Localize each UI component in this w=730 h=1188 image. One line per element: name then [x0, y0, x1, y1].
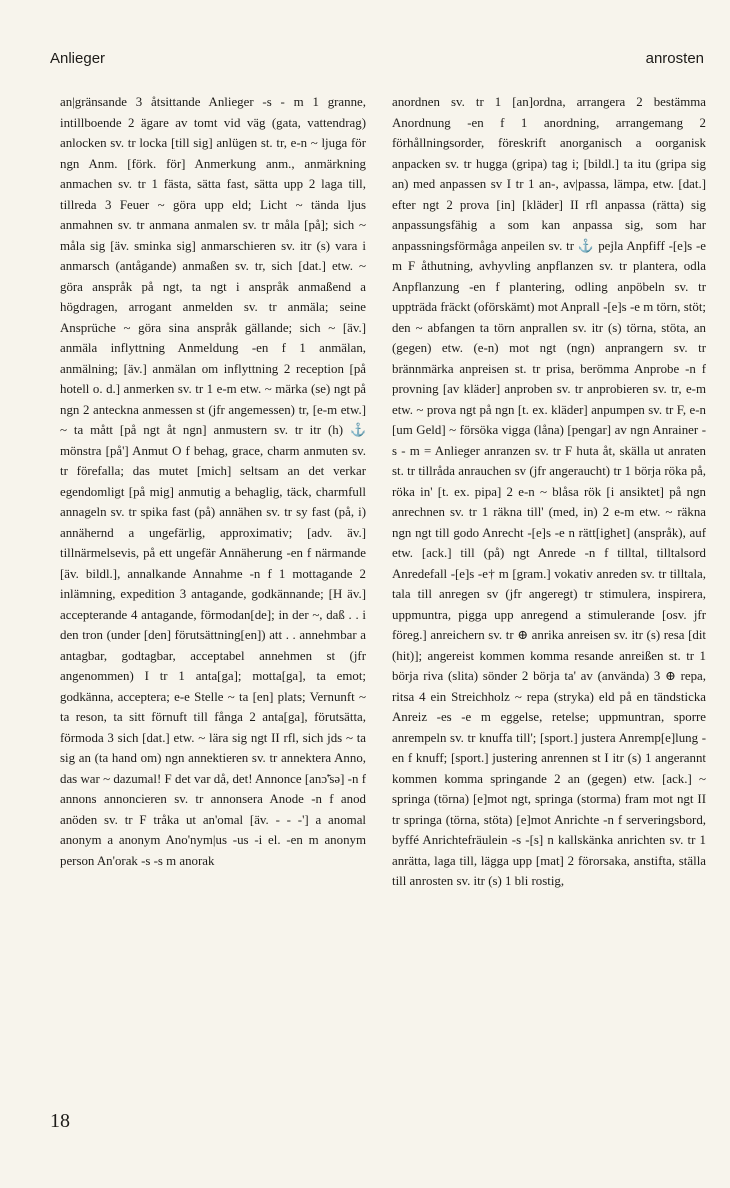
- column-left: [60, 92, 366, 1092]
- column-left-text: an|gränsande 3 åtsittande Anlieger -s - m 1 granne, intillboende 2 ägare av tomt vid väg (gata, vattendrag) anlocken sv. tr locka [till sig] anlügen st. tr, e-n ~ ljuga för ngn Anm. [förk. för] Anmerkung anm., anmärkning anmachen sv. tr 1 fästa, sätta fast, sätta upp 2 laga till, tillreda 3 Feuer ~ göra upp eld; Licht ~ tända ljus anmahnen sv. tr anmana anmalen sv. tr måla [på]; sich ~ måla sig [äv. sminka sig] anmarschieren sv. itr (s) vara i anmarsch (antågande) anmaßen sv. tr, sich [dat.] etw. ~ göra anspråk på ngt, ta ngt i anspråk anmaßend a högdragen, arrogant anmelden sv. tr anmäla; seine Ansprüche ~ göra sina anspråk gällande; sich ~ [äv.] anmäla inflyttning Anmeldung -en f 1 anmälan, anmälning; [äv.] anmälan om inflyttning 2 reception [på hotell o. d.] anmerken sv. tr 1 e-m etw. ~ märka (se) ngt på ngn 2 anteckna anmessen st (jfr angemessen) tr, [e-m etw.] ~ ta mått [på ngt åt ngn] anmustern sv. tr itr (h) ⚓ mönstra [på'] Anmut O f behag, grace, charm anmuten sv. tr förefalla; das mutet [mich] seltsam an det verkar egendomligt [på mig] anmutig a behaglig, täck, charmfull annageln sv. tr spika fast (på) annähen sv. tr sy fast (på, i) annähernd a ungefärlig, approximativ; [adv. äv.] tillnärmelsevis, på ett ungefär Annäherung -en f närmande [äv. bildl.], annalkande Annahme -n f 1 mottagande 2 inlämning, expedition 3 antagande, godkännande; [H äv.] accepterande 4 antagande, förmodan[de]; in der ~, daß . . i den tron (under [den] förutsättning[en]) att . . annehmbar a antagbar, godtagbar, acceptabel annehmen st (jfr angenommen) I tr 1 anta[ga]; motta[ga], ta emot; godkänna, acceptera; e-e Stelle ~ ta [en] plats; Vernunft ~ ta reson, ta sitt förnuft till fånga 2 anta[ga], förutsätta, förmoda 3 sich [dat.] etw. ~ lära sig ngt II rfl, sich jds ~ ta sig an (ta hand om) ngn annektieren sv. tr annektera Anno, das war ~ dazumal! F det var då, det! Annonce [anɔ̃'sə] -n f annons annoncieren sv. tr annonsera Anode -n f anod anöden sv. tr F tråka ut an'omal [äv. - - -'] a anomal anonym a anonym Ano'nym|us -us -i el. -en m anonym person An'orak -s -s m anorak: [60, 95, 366, 868]
- column-right-text: anordnen sv. tr 1 [an]ordna, arrangera 2 bestämma Anordnung -en f 1 anordning, arrangemang 2 förhållningsorder, föreskrift anorganisch a oorganisk anpacken sv. tr hugga (gripa) tag i; [bildl.] ta itu (gripa sig an) med anpassen sv I tr 1 an-, av|passa, lämpa, etw. [dat.] efter ngt 2 prova [in] [kläder] II rfl anpassa (rätta) sig anpassungsfähig a som kan anpassa sig, som har anpassningsförmåga anpeilen sv. tr ⚓ pejla Anpfiff -[e]s -e m F åthutning, avhyvling anpflanzen sv. tr plantera, odla Anpflanzung -en f plantering, odling anpöbeln sv. tr uppträda fräckt (oförskämt) mot Anprall -[e]s -e m törn, stöt; den ~ abfangen ta törn anprallen sv. itr (s) törna, stöta, an (gegen) etw. (e-n) mot ngt (ngn) anprangern sv. tr brännmärka anpreisen st. tr prisa, berömma Anprobe -n f provning [av kläder] anproben sv. tr anprobieren sv. tr, e-m etw. ~ prova ngt på ngn [t. ex. kläder] anpumpen sv. tr F, e-n [um Geld] ~ försöka vigga (låna) [pengar] av ngn Anrainer -s - m = Anlieger anranzen sv. tr F huta åt, skälla ut anraten st. tr tillråda anrauchen sv (jfr angeraucht) tr 1 börja röka på, röka in' [t. ex. pipa] 2 e-n ~ blåsa rök [i ansiktet] på ngn anrechnen sv. tr 1 räkna till' (med, in) 2 e-m etw. ~ räkna ngn ngt till godo Anrecht -[e]s -e n rätt[ighet] (anspråk), auf etw. [ack.] till (på) ngt Anrede -n f tilltal, tilltalsord Anredefall -[e]s -e† m [gram.] vokativ anreden sv. tr tilltala, tala till anregen sv (jfr angeregt) tr stimulera, inspirera, uppmuntra, pigga upp anregend a stimulerande [osv. jfr föreg.] anreichern sv. tr ⊕ anrika anreisen sv. itr (s) resa [dit (hit)]; angereist kommen komma resande anreißen st. tr 1 börja riva (slita) sönder 2 börja ta' av (använda) 3 ⊕ repa, ritsa 4 ein Streichholz ~ repa (stryka) eld på en tändsticka Anreiz -es -e m eggelse, retelse; uppmuntran, sporre anrempeln sv. tr knuffa till'; [sport.] justera Anremp[e]lung -en f knuff; [sport.] justering anrennen st I itr (s) 1 angerannt kommen komma springande 2 an (gegen) etw. [ack.] ~ springa (törna) [e]mot ngt, springa (storma) fram mot ngt II tr springa (törna, stöta) [e]mot Anrichte -n f serveringsbord, byffé Anrichtefräulein -s -[s] n kallskänka anrichten sv. tr 1 anrätta, laga till, lägga upp [mat] 2 förorsaka, anstifta, ställa till anrosten sv. itr (s) 1 bli rostig,: [392, 95, 706, 888]
- running-head-left: Anlieger: [50, 50, 106, 67]
- running-head-right: anrosten: [645, 50, 704, 67]
- page-number: 18: [50, 1110, 70, 1132]
- column-right: [392, 92, 706, 1092]
